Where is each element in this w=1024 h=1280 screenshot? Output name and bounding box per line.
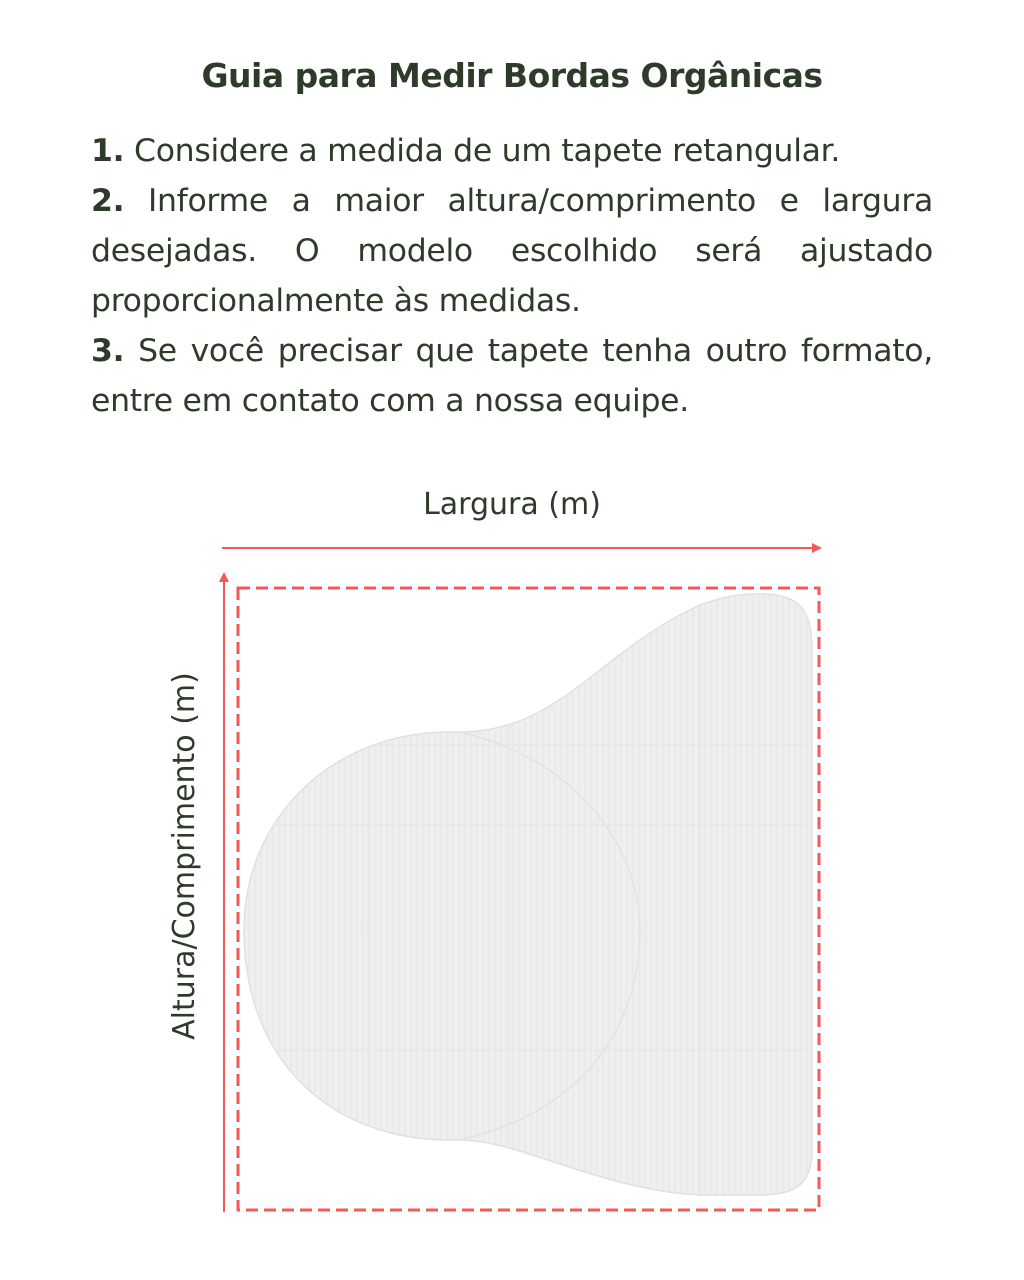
height-arrow [219, 572, 229, 1212]
step-text: Considere a medida de um tapete retangular. [134, 133, 841, 169]
step-text: Se você precisar que tapete tenha outro formato, entre em contato com a nossa equipe. [91, 333, 933, 419]
organic-rug-shape [240, 590, 815, 1200]
step-number: 3. [91, 333, 125, 369]
instruction-step-3 [91, 326, 933, 426]
step-number: 2. [91, 183, 125, 219]
height-label: Altura/Comprimento (m) [167, 672, 202, 1040]
instruction-step-1 [91, 126, 933, 176]
diagram-svg [0, 460, 1024, 1260]
width-label: Largura (m) [423, 487, 601, 522]
width-arrow [222, 543, 822, 553]
step-text: Informe a maior altura/comprimento e largura desejadas. O modelo escolhido será ajustado proporcionalmente às medidas. [91, 183, 933, 319]
step-number: 1. [91, 133, 125, 169]
instruction-step-2 [91, 176, 933, 326]
measurement-diagram [0, 460, 1024, 1260]
instructions-list [91, 126, 933, 426]
page-title: Guia para Medir Bordas Orgânicas [201, 56, 823, 95]
